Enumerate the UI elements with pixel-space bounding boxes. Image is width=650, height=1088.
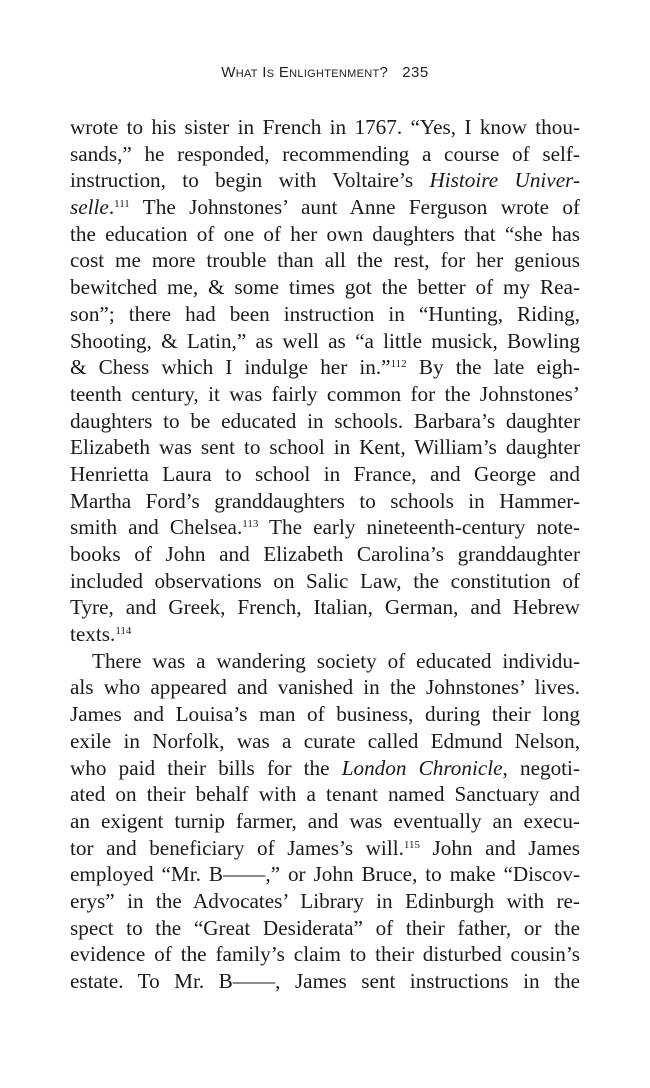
- footnote-ref: 114: [115, 625, 132, 638]
- text-run: estate. To Mr. B——, James sent instructions in the: [70, 969, 580, 993]
- text-run: tor and beneficiary of James’s will.: [70, 835, 404, 860]
- text-line: [70, 114, 580, 141]
- text-line: [70, 488, 580, 515]
- text-run: John and James: [420, 835, 580, 860]
- text-line: [70, 915, 580, 942]
- text-line: [70, 354, 580, 381]
- text-line: [70, 568, 580, 595]
- running-head: [0, 64, 650, 81]
- text-run: bewitched me, & some times got the better of my Rea-: [70, 275, 580, 300]
- page-number: 235: [402, 64, 429, 81]
- text-line: [70, 461, 580, 488]
- text-line: [70, 594, 580, 621]
- text-run: & Chess which I indulge her in.”: [70, 355, 391, 380]
- text-line: [70, 968, 580, 995]
- text-run: who paid their bills for the: [70, 755, 342, 780]
- italic-text: London Chronicle: [341, 755, 503, 780]
- text-line: [70, 141, 580, 168]
- text-run: The Johnstones’ aunt Anne Ferguson wrote of: [129, 195, 580, 220]
- text-run: ated on their behalf with a tenant named Sanctuary and: [70, 782, 580, 807]
- text-line: [70, 861, 580, 888]
- text-run: sands,” he responded, recommending a course of self-: [70, 141, 580, 166]
- text-run: Tyre, and Greek, French, Italian, German, and Hebrew: [70, 595, 580, 620]
- text-run: wrote to his sister in French in 1767. “Yes, I know thou-: [70, 115, 580, 139]
- text-line: [70, 728, 580, 755]
- text-run: instruction, to begin with Voltaire’s: [70, 168, 430, 193]
- text-run: son”; there had been instruction in “Hunting, Riding,: [70, 301, 580, 326]
- text-run: cost me more trouble than all the rest, for her genious: [70, 248, 580, 273]
- footnote-ref: 113: [242, 518, 259, 531]
- text-line: [70, 888, 580, 915]
- footnote-ref: 112: [390, 358, 407, 371]
- text-line: [70, 648, 580, 675]
- text-run: Elizabeth was sent to school in Kent, William’s daughter: [70, 435, 580, 460]
- text-run: Martha Ford’s granddaughters to schools in Hammer-: [70, 488, 580, 513]
- text-line: [70, 781, 580, 808]
- text-run: employed “Mr. B——,” or John Bruce, to make “Discov-: [70, 862, 580, 887]
- text-run: exile in Norfolk, was a curate called Edmund Nelson,: [70, 728, 580, 753]
- text-run: , negoti-: [502, 755, 580, 780]
- text-run: The early nineteenth-century note-: [258, 515, 580, 540]
- text-run: James and Louisa’s man of business, during their long: [70, 702, 580, 727]
- text-line: [70, 514, 580, 541]
- text-line: [70, 755, 580, 782]
- text-run: texts.: [70, 622, 116, 647]
- text-line: [70, 221, 580, 248]
- text-run: There was a wandering society of educated individu-: [92, 648, 580, 673]
- text-run: erys” in the Advocates’ Library in Edinburgh with re-: [70, 888, 580, 913]
- text-run: books of John and Elizabeth Carolina’s granddaughter: [70, 542, 580, 566]
- text-run: Shooting, & Latin,” as well as “a little musick, Bowling: [70, 328, 580, 353]
- text-line: [70, 274, 580, 301]
- text-run: daughters to be educated in schools. Barbara’s daughter: [70, 408, 580, 433]
- running-head-title: What Is Enlightenment?: [221, 64, 389, 81]
- text-line: [70, 835, 580, 862]
- text-line: [70, 408, 580, 435]
- footnote-ref: 115: [403, 838, 420, 851]
- text-run: the education of one of her own daughters that “she has: [70, 221, 580, 246]
- text-run: smith and Chelsea.: [70, 515, 243, 540]
- text-run: included observations on Salic Law, the constitution of: [70, 568, 580, 593]
- text-line: [70, 328, 580, 355]
- text-run: an exigent turnip farmer, and was eventually an execu-: [70, 808, 580, 833]
- text-run: evidence of the family’s claim to their disturbed cousin’s: [70, 942, 580, 967]
- footnote-ref: 111: [114, 198, 130, 211]
- text-run: .: [108, 195, 115, 220]
- text-line: [70, 434, 580, 461]
- text-line: [70, 701, 580, 728]
- text-run: Henrietta Laura to school in France, and George and: [70, 461, 580, 486]
- text-line: [70, 541, 580, 568]
- text-line: [70, 301, 580, 328]
- body-text: [70, 114, 580, 995]
- text-run: By the late eigh-: [406, 355, 580, 380]
- text-run: teenth century, it was fairly common for the Johnstones’: [70, 381, 580, 406]
- text-line: [70, 167, 580, 194]
- italic-text: selle: [70, 195, 109, 220]
- text-run: als who appeared and vanished in the Johnstones’ lives.: [70, 675, 580, 700]
- italic-text: Histoire Univer-: [429, 168, 580, 193]
- text-line: [70, 621, 580, 648]
- text-line: [70, 808, 580, 835]
- text-line: [70, 194, 580, 221]
- text-line: [70, 247, 580, 274]
- text-run: spect to the “Great Desiderata” of their father, or the: [70, 915, 580, 940]
- text-line: [70, 941, 580, 968]
- text-line: [70, 381, 580, 408]
- text-line: [70, 674, 580, 701]
